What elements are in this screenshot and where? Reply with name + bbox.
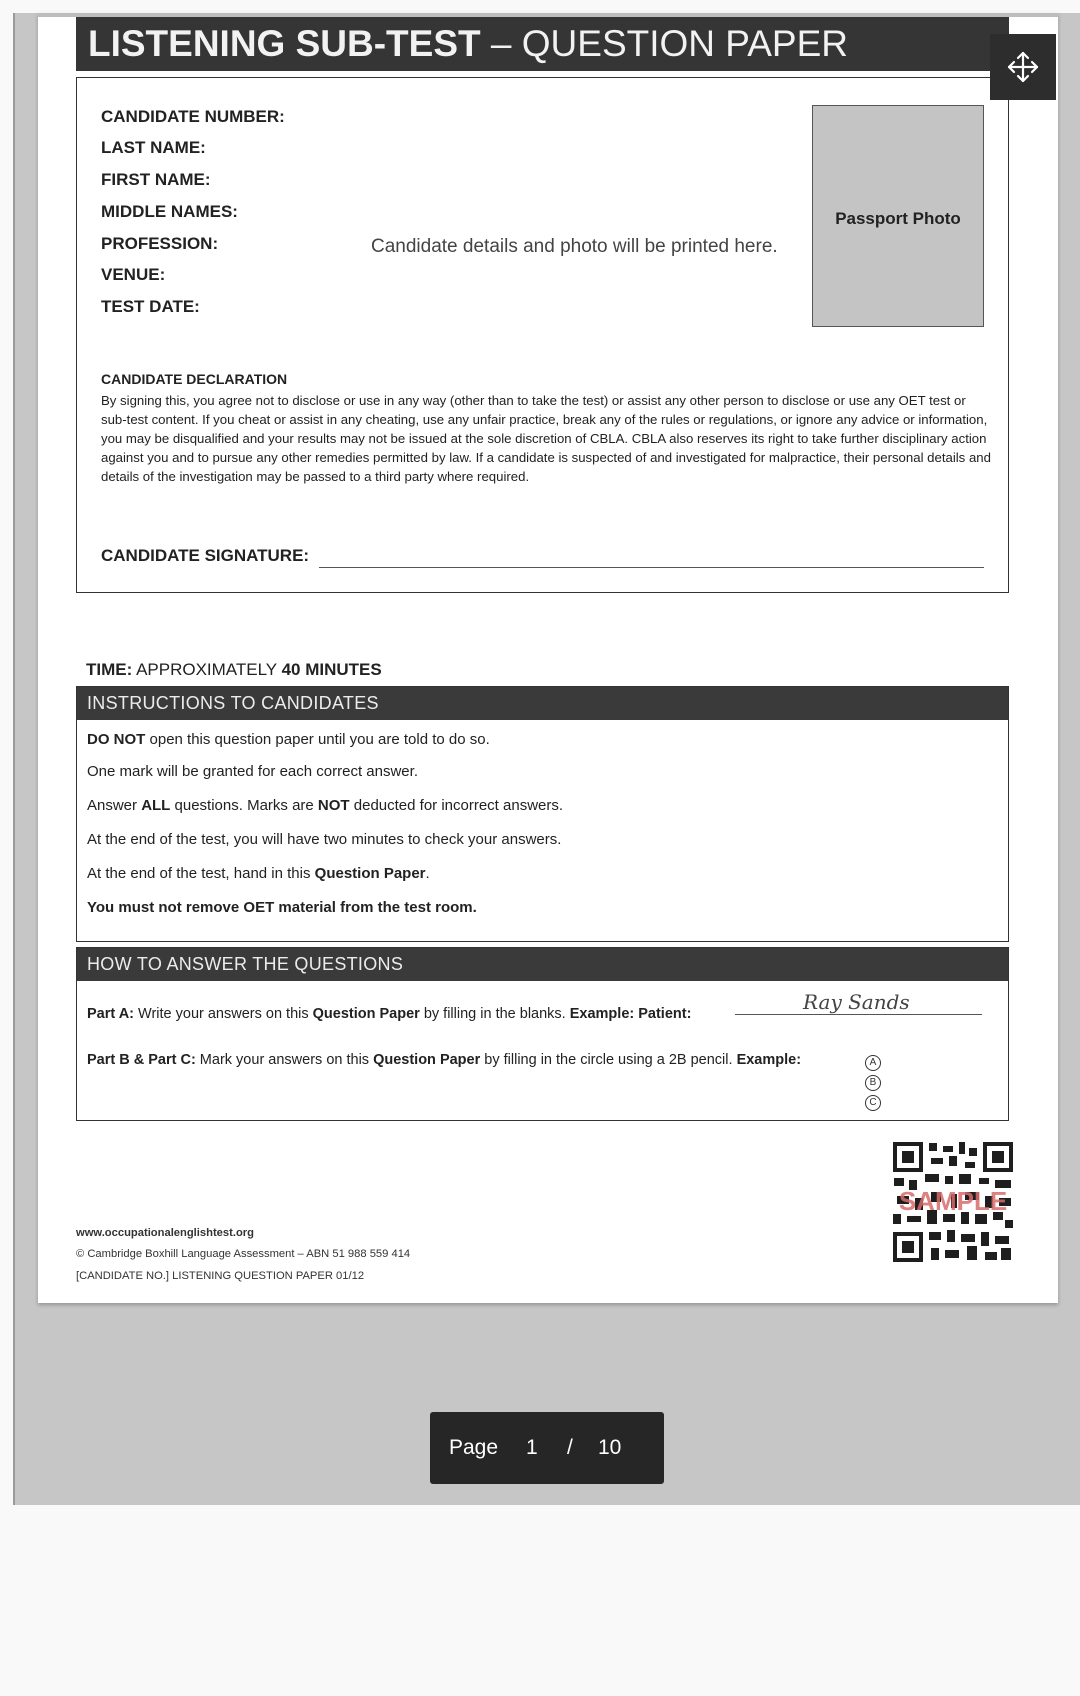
instruction-line-2: One mark will be granted for each correct answer. [87,763,418,780]
document-viewer[interactable] [13,13,1080,1505]
instruction-3-e: deducted for incorrect answers. [349,797,564,814]
instructions-box [76,686,1009,942]
document-page [38,13,1058,1303]
field-profession: PROFESSION: [101,234,219,253]
page-indicator[interactable] [430,1412,664,1484]
instruction-line-6: You must not remove OET material from the test room. [87,899,477,916]
instruction-1-bold: DO NOT [87,731,146,748]
part-a-line [87,1006,691,1022]
part-bc-label: Part B & Part C: [87,1052,196,1068]
bubble-b: B [865,1075,881,1091]
time-middle: APPROXIMATELY [132,660,282,679]
instruction-line-3 [87,797,563,814]
move-handle-button[interactable] [990,34,1056,100]
footer-url: www.occupationalenglishtest.org [76,1227,254,1239]
field-candidate-number: CANDIDATE NUMBER: [101,107,285,126]
how-to-answer-box [76,947,1009,1121]
bubble-a: A [865,1055,881,1071]
field-middle-names: MIDDLE NAMES: [101,202,238,221]
instruction-1-text: open this question paper until you are told to do so. [145,731,490,748]
time-duration: 40 MINUTES [281,660,382,679]
part-a-b2: Example: Patient: [569,1006,692,1022]
instruction-5-e: . [425,865,430,882]
example-answer-line [735,1014,982,1015]
part-bc-t2: by filling in the circle using a 2B pencil. [480,1052,737,1068]
instructions-header: INSTRUCTIONS TO CANDIDATES [77,687,1008,720]
signature-label: CANDIDATE SIGNATURE: [101,546,310,565]
instruction-line-5 [87,865,430,882]
how-to-answer-header: HOW TO ANSWER THE QUESTIONS [77,948,1008,981]
passport-photo-label: Passport Photo [835,209,961,228]
time-prefix: TIME: [86,660,133,679]
instruction-line-1 [87,731,490,748]
page-separator: / [567,1436,573,1459]
instruction-3-a: Answer [87,797,142,814]
page-label: Page [449,1436,499,1459]
qr-sample-overlay: SAMPLE [898,1186,1008,1216]
bubble-c: C [865,1095,881,1111]
candidate-details-box [76,77,1009,593]
part-bc-b2: Example: [736,1052,802,1068]
title-light: – QUESTION PAPER [480,23,848,64]
instruction-3-b2: NOT [317,797,350,814]
part-bc-t1: Mark your answers on this [195,1052,374,1068]
part-a-t1: Write your answers on this [134,1006,313,1022]
details-note: Candidate details and photo will be printed here. [371,236,778,257]
field-first-name: FIRST NAME: [101,170,211,189]
footer-copyright: © Cambridge Boxhill Language Assessment – ABN 51 988 559 414 [76,1248,411,1260]
instruction-3-m: questions. Marks are [170,797,318,814]
title-bold: LISTENING SUB-TEST [88,23,481,64]
part-a-b1: Question Paper [312,1006,420,1022]
passport-photo-box [812,105,984,327]
field-test-date: TEST DATE: [101,297,200,316]
instruction-5-a: At the end of the test, hand in this [87,865,315,882]
time-line [86,660,382,680]
instruction-3-b1: ALL [141,797,171,814]
page-title [76,17,1009,71]
move-arrows-icon [1006,50,1040,84]
declaration-title: CANDIDATE DECLARATION [101,371,288,387]
qr-code-icon [891,1140,1015,1264]
part-bc-b1: Question Paper [373,1052,481,1068]
part-bc-line [87,1052,801,1068]
part-a-t2: by filling in the blanks. [419,1006,570,1022]
field-last-name: LAST NAME: [101,138,206,157]
declaration-text: By signing this, you agree not to disclose or use in any way (other than to take the test) or assist any other person to disclose or use any OET test or sub-test content. If you cheat or assist in any cheating, use any unfair practice, break any of the rules or regulations, or ignore any advice or information, you may be disqualified and your results may not be issued at the sole discretion of CBLA. CBLA also reserves its right to take further disciplinary action against you and to pursue any other remedies permitted by law. If a candidate is suspected of and investigated for malpractice, their personal details and details of the investigation may be passed to a third party where required. [101,393,991,484]
example-answer: Ray Sands [803,990,910,1014]
total-pages: 10 [598,1436,622,1459]
signature-line [319,567,984,568]
footer-code: [CANDIDATE NO.] LISTENING QUESTION PAPER 01/12 [76,1270,365,1282]
instruction-line-4: At the end of the test, you will have two minutes to check your answers. [87,831,562,848]
field-venue: VENUE: [101,265,166,284]
instruction-5-b: Question Paper [314,865,426,882]
current-page[interactable]: 1 [526,1436,538,1459]
part-a-label: Part A: [87,1006,134,1022]
